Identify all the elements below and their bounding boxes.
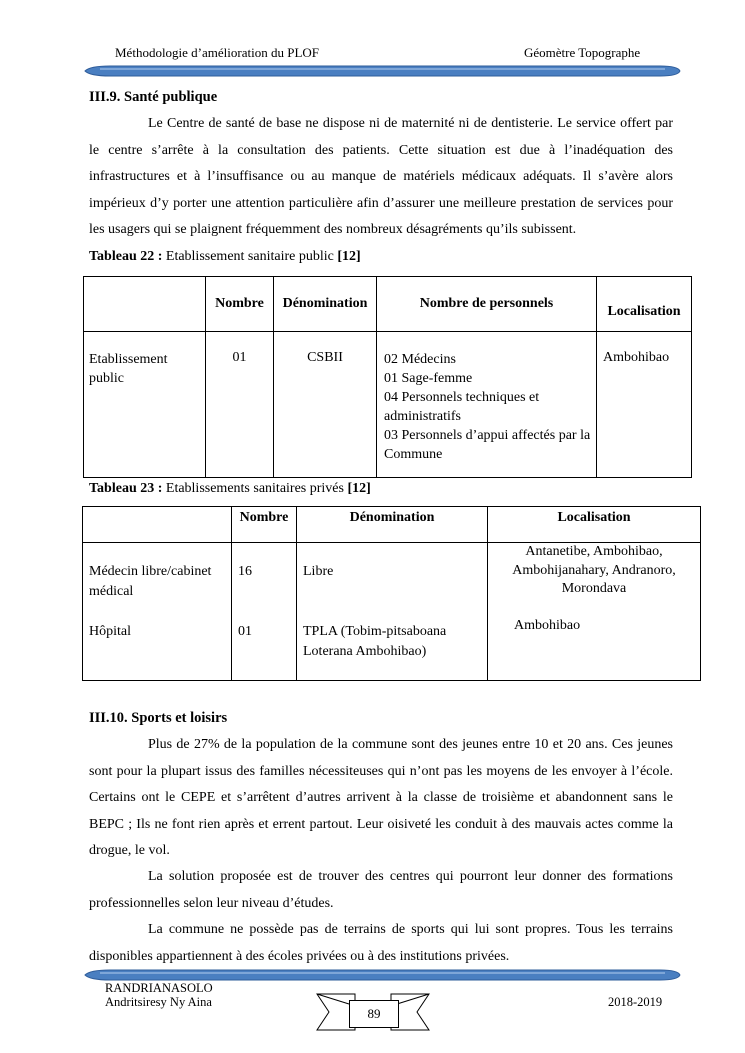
table23-type-medecin: Médecin libre/cabinet médical xyxy=(89,564,212,599)
table22-cell-type xyxy=(84,332,206,478)
header-title-left: Méthodologie d’amélioration du PLOF xyxy=(115,45,320,60)
header-rule xyxy=(0,64,745,78)
table22-caption-ref: [12] xyxy=(337,249,361,264)
paragraph-sports-3: La commune ne possède pas de terrains de sports qui lui sont propres. Tous les terrains disponibles appartiennent à des écoles privées ou à des institutions privées. xyxy=(89,922,673,964)
personnel-line: 04 Personnels techniques et administratifs xyxy=(384,390,540,424)
table22-caption-label: Tableau 22 : xyxy=(89,249,163,264)
table23-type-hopital: Hôpital xyxy=(89,624,131,639)
table23-localisation-medecin: Antanetibe, Ambohibao, Ambohijanahary, Andranoro, Morondava xyxy=(512,544,676,596)
table22-cell-nombre: 01 xyxy=(206,332,274,478)
footer-author-lastname: RANDRIANASOLO xyxy=(105,981,213,995)
table23-header-empty xyxy=(83,507,232,543)
section-title-sante: III.9. Santé publique xyxy=(89,89,218,105)
header-title-right: Géomètre Topographe xyxy=(524,45,641,60)
page-number: 89 xyxy=(349,1000,399,1028)
table23-nombre-hopital: 01 xyxy=(238,624,252,639)
table23-nombre-medecin: 16 xyxy=(238,564,252,579)
table22-caption-text: Etablissement sanitaire public xyxy=(162,249,338,264)
paragraph-sante: Le Centre de santé de base ne dispose ni de maternité ni de dentisterie. Le service offert par le centre s’arrête à la consultation des patients. Cette situation est due à l’inadéquation des infrastructures et à l’insuffisance ou au manque de matériels médicaux adéquats. Il s’avère alors impérieux d’y porter une attention particulière afin d’assurer une meilleure prestation de services pour les usagers qui se plaignent fréquemment des nombreux désagréments qu’ils subissent. xyxy=(89,116,673,237)
table-23 xyxy=(82,506,701,681)
table22-header-nombre: Nombre xyxy=(206,277,274,332)
personnel-line: 03 Personnels d’appui affectés par la Commune xyxy=(384,428,591,462)
table-22 xyxy=(83,276,692,478)
table22-header-denomination: Dénomination xyxy=(274,277,377,332)
table23-cell-denominations xyxy=(297,543,488,681)
table22-cell-denomination: CSBII xyxy=(274,332,377,478)
paragraph-sports-2: La solution proposée est de trouver des centres qui pourront leur donner des formations professionnelles selon leur niveau d’études. xyxy=(89,869,673,911)
table22-header-localisation: Localisation xyxy=(597,277,692,332)
table22-type-text: Etablissement public xyxy=(89,352,168,386)
table23-caption-label: Tableau 23 : xyxy=(89,481,163,496)
table22-header-personnels: Nombre de personnels xyxy=(377,277,597,332)
personnel-line: 02 Médecins xyxy=(384,352,456,367)
table23-header-denomination: Dénomination xyxy=(297,507,488,543)
table22-caption xyxy=(89,249,361,265)
personnel-line: 01 Sage-femme xyxy=(384,371,473,386)
table23-caption-text: Etablissements sanitaires privés xyxy=(162,481,348,496)
table23-header-nombre: Nombre xyxy=(232,507,297,543)
table22-header-empty xyxy=(84,277,206,332)
footer-rule xyxy=(0,968,745,982)
footer-author-firstname: Andritsiresy Ny Aina xyxy=(105,995,212,1009)
section-title-sports: III.10. Sports et loisirs xyxy=(89,710,228,726)
table23-cell-nombres xyxy=(232,543,297,681)
table23-denomination-hopital: TPLA (Tobim-pitsaboana Loterana Ambohibao) xyxy=(303,624,447,659)
table23-cell-localisations xyxy=(488,543,701,681)
table23-caption xyxy=(89,481,371,497)
table23-denomination-medecin: Libre xyxy=(303,564,334,579)
table23-localisation-hopital: Ambohibao xyxy=(514,617,581,633)
table22-cell-personnels xyxy=(377,332,597,478)
paragraph-sports-1: Plus de 27% de la population de la commune sont des jeunes entre 10 et 20 ans. Ces jeunes sont pour la plupart issus des familles nécessiteuses qui n’ont pas les moyens de les envoyer à l’école. Certains ont le CEPE et s’arrêtent d’autres arrivent à la classe de troisième et abandonnent sans le BEPC ; Ils ne font rien après et errent partout. Leur oisiveté les conduit à des mauvais actes comme la drogue, le vol. xyxy=(89,737,673,858)
table23-header-localisation: Localisation xyxy=(488,507,701,543)
table22-cell-localisation: Ambohibao xyxy=(597,332,692,478)
table23-cell-types xyxy=(83,543,232,681)
footer-year: 2018-2019 xyxy=(608,995,663,1009)
page-number-ribbon xyxy=(315,990,431,1040)
table23-caption-ref: [12] xyxy=(347,481,371,496)
